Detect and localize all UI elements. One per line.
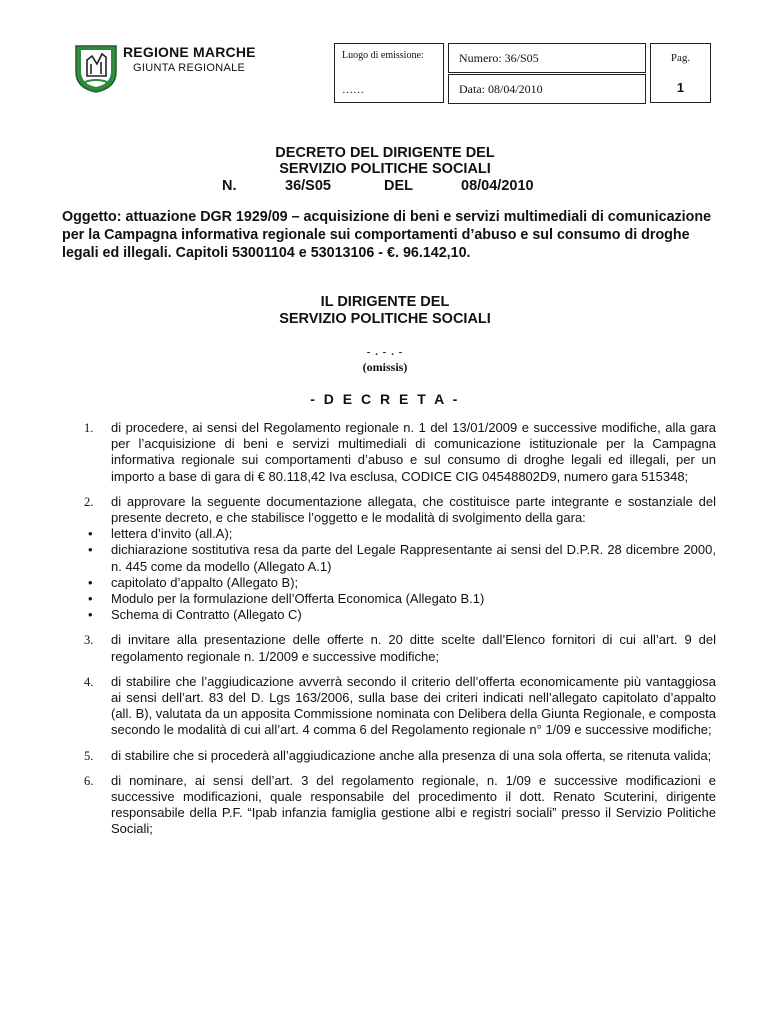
bullet-icon: • [88,607,93,623]
numero-box [448,43,646,73]
number-label: N. [222,178,237,194]
attachment-item [84,526,716,542]
attachment-item [84,542,716,574]
attachment-text: dichiarazione sostitutiva resa da parte del Legale Rappresentante ai sensi del D.P.R. 28 dicembre 2000, n. 445 come da modello (Allegato A.1) [111,542,716,574]
numero-value: Numero: 36/S05 [459,51,539,65]
item-number: 2. [84,494,94,509]
list-item [84,773,716,838]
attachment-text: Modulo per la formulazione dell’Offerta Economica (Allegato B.1) [111,591,485,607]
number-value: 36/S05 [285,178,331,194]
regione-marche-logo-icon [73,42,119,94]
item-number: 4. [84,674,94,689]
attachment-text: capitolato d’appalto (Allegato B); [111,574,299,590]
item-text: di stabilire che l’aggiudicazione avverrà secondo il criterio dell’offerta economicamente più vantaggiosa ai sensi dell’art. 83 del D. Lgs 163/2006, sulla base dei criteri indicati nell’allegato capitolato d’appalto (all. B), valutata da un apposita Commissione nominata con Delibera della Giunta Regionale, e composta secondo le modalità di cui all’art. 4 comma 6 del Regolamento regionale n° 1/09 e successive modifiche; [111,673,716,738]
org-name: REGIONE MARCHE [123,44,256,60]
decree-title-line1: DECRETO DEL DIRIGENTE DEL [275,145,495,161]
item-text: di nominare, ai sensi dell’art. 3 del regolamento regionale, n. 1/09 e successive modificazioni e successive modificazioni, quale responsabile del procedimento il dott. Renato Scuterini, dirigente responsabile della P.F. “Ipab infanzia famiglia gestione albi e registri sociali” presso il Servizio Politiche Sociali; [111,772,716,837]
bullet-icon: • [88,591,93,607]
item-text: di procedere, ai sensi del Regolamento regionale n. 1 del 13/01/2009 e successive modifiche, alla gara per l’acquisizione di beni e servizi multimediali di comunicazione istituzionale per la Campagna informativa regionale sui comportamenti d’abuso e sul consumo di droghe legali ed illegali, per un importo a base di gara di € 80.118,42 Iva esclusa, CODICE CIG 04548802D9, numero gara 515348; [111,420,716,484]
date-label: DEL [384,178,413,194]
attachment-item [84,575,716,591]
page-box [650,43,711,103]
attachment-item [84,591,716,607]
attachments-list [84,526,716,623]
org-subtitle: GIUNTA REGIONALE [133,62,246,74]
luogo-label: Luogo di emissione: [342,50,424,61]
item-text: di invitare alla presentazione delle offerte n. 20 ditte scelte dall’Elenco fornitori di cui all’art. 9 del regolamento regionale n. 1/2009 e successive modifiche; [111,632,716,664]
list-item [84,674,716,739]
luogo-box [334,43,444,103]
subject-paragraph: Oggetto: attuazione DGR 1929/09 – acquisizione di beni e servizi multimediali di comunicazione per la Campagna informativa regionale sui comportamenti d’abuso e sul consumo di droghe legali ed illegali. Capitoli 53001104 e 53013106 - €. 96.142,10. [62,209,712,261]
date-value: 08/04/2010 [461,178,534,194]
dirigente-heading [0,294,770,328]
list-item [84,494,716,624]
item-number: 1. [84,421,94,435]
bullet-icon: • [88,574,93,590]
dirigente-line1: IL DIRIGENTE DEL [320,294,450,310]
attachment-item [84,607,716,623]
org-header [123,44,256,74]
list-item [84,632,716,664]
item-number: 6. [84,773,94,788]
list-item [84,748,716,764]
item-number: 5. [84,748,94,763]
decree-title [0,145,770,177]
attachment-text: lettera d’invito (all.A); [111,526,233,542]
decree-title-line2: SERVIZIO POLITICHE SOCIALI [279,161,491,177]
omissis-separator: - . - . - [366,346,404,358]
data-value: Data: 08/04/2010 [459,82,543,96]
page-label: Pag. [670,52,691,64]
bullet-icon: • [88,526,93,542]
item-text: di approvare la seguente documentazione allegata, che costituisce parte integrante e sostanziale del presente decreto, e che stabilisce l’oggetto e le modalità di svolgimento della gara: [111,493,716,526]
attachment-text: Schema di Contratto (Allegato C) [111,607,302,623]
decree-items [84,420,716,847]
item-text: di stabilire che si procederà all’aggiudicazione anche alla presenza di una sola offerta, se ritenuta valida; [111,747,712,763]
decreta-heading: - D E C R E T A - [310,391,460,407]
data-box [448,74,646,104]
dirigente-line2: SERVIZIO POLITICHE SOCIALI [279,311,491,327]
bullet-icon: • [88,542,93,558]
list-item [84,420,716,485]
item-number: 3. [84,633,94,648]
page-number: 1 [676,80,685,95]
luogo-value: …… [342,84,364,96]
omissis-label: (omissis) [362,360,408,374]
